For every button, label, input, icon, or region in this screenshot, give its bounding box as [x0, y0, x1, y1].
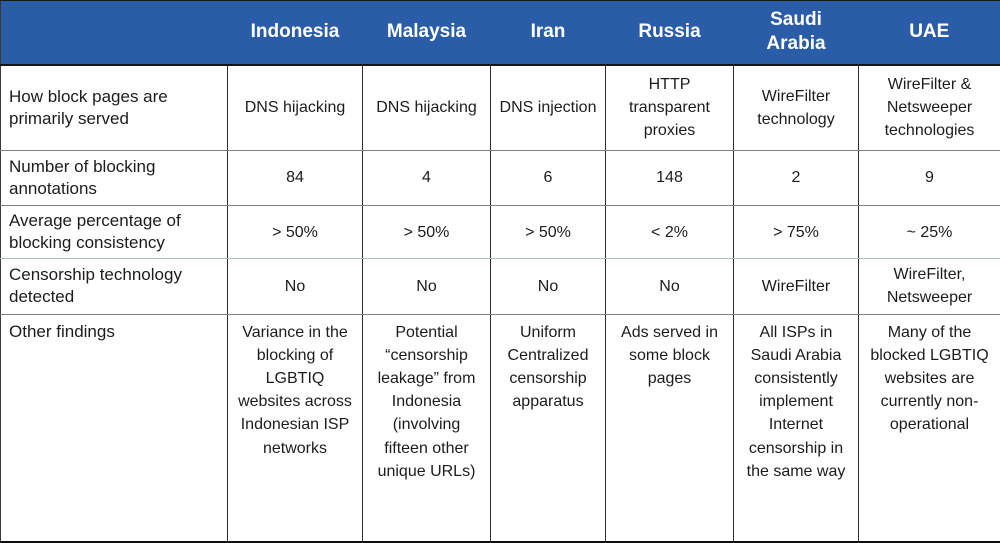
row-label-blocking-annotations: Number of blocking annotations [1, 151, 228, 206]
row-label-other-findings: Other findings [1, 314, 228, 542]
cell-annotations-russia: 148 [606, 151, 734, 206]
col-header-uae: UAE [859, 1, 1000, 65]
cell-block-pages-indonesia: DNS hijacking [228, 65, 363, 151]
cell-annotations-malaysia: 4 [363, 151, 491, 206]
cell-consistency-malaysia: > 50% [363, 206, 491, 259]
row-blocking-annotations [1, 151, 1000, 206]
row-block-pages-served [1, 65, 1000, 151]
cell-annotations-uae: 9 [859, 151, 1000, 206]
cell-annotations-indonesia: 84 [228, 151, 363, 206]
col-header-saudi-arabia: Saudi Arabia [734, 1, 859, 65]
row-blocking-consistency [1, 206, 1000, 259]
row-label-censorship-technology: Censorship technology detected [1, 259, 228, 314]
cell-annotations-saudi-arabia: 2 [734, 151, 859, 206]
cell-consistency-indonesia: > 50% [228, 206, 363, 259]
cell-technology-malaysia: No [363, 259, 491, 314]
cell-findings-saudi-arabia: All ISPs in Saudi Arabia consistently implement Internet censorship in the same way [734, 314, 859, 542]
cell-block-pages-iran: DNS injection [491, 65, 606, 151]
cell-findings-indonesia: Variance in the blocking of LGBTIQ websites across Indonesian ISP networks [228, 314, 363, 542]
cell-findings-iran: Uniform Centralized censorship apparatus [491, 314, 606, 542]
cell-consistency-iran: > 50% [491, 206, 606, 259]
cell-technology-uae: WireFilter, Netsweeper [859, 259, 1000, 314]
col-header-indonesia: Indonesia [228, 1, 363, 65]
col-header-iran: Iran [491, 1, 606, 65]
cell-block-pages-malaysia: DNS hijacking [363, 65, 491, 151]
cell-technology-saudi-arabia: WireFilter [734, 259, 859, 314]
cell-consistency-russia: < 2% [606, 206, 734, 259]
header-corner-cell [1, 1, 228, 65]
cell-findings-russia: Ads served in some block pages [606, 314, 734, 542]
cell-annotations-iran: 6 [491, 151, 606, 206]
cell-block-pages-saudi-arabia: WireFilter technology [734, 65, 859, 151]
cell-technology-russia: No [606, 259, 734, 314]
row-other-findings [1, 314, 1000, 542]
cell-consistency-uae: ~ 25% [859, 206, 1000, 259]
cell-consistency-saudi-arabia: > 75% [734, 206, 859, 259]
cell-findings-malaysia: Potential “censorship leakage” from Indonesia (involving fifteen other unique URLs) [363, 314, 491, 542]
header-row [1, 1, 1000, 65]
row-label-block-pages-served: How block pages are primarily served [1, 65, 228, 151]
col-header-malaysia: Malaysia [363, 1, 491, 65]
cell-findings-uae: Many of the blocked LGBTIQ websites are currently non-operational [859, 314, 1000, 542]
cell-technology-indonesia: No [228, 259, 363, 314]
col-header-russia: Russia [606, 1, 734, 65]
cell-block-pages-russia: HTTP transparent proxies [606, 65, 734, 151]
cell-technology-iran: No [491, 259, 606, 314]
row-label-blocking-consistency: Average percentage of blocking consistency [1, 206, 228, 259]
row-censorship-technology [1, 259, 1000, 314]
cell-block-pages-uae: WireFilter & Netsweeper technologies [859, 65, 1000, 151]
